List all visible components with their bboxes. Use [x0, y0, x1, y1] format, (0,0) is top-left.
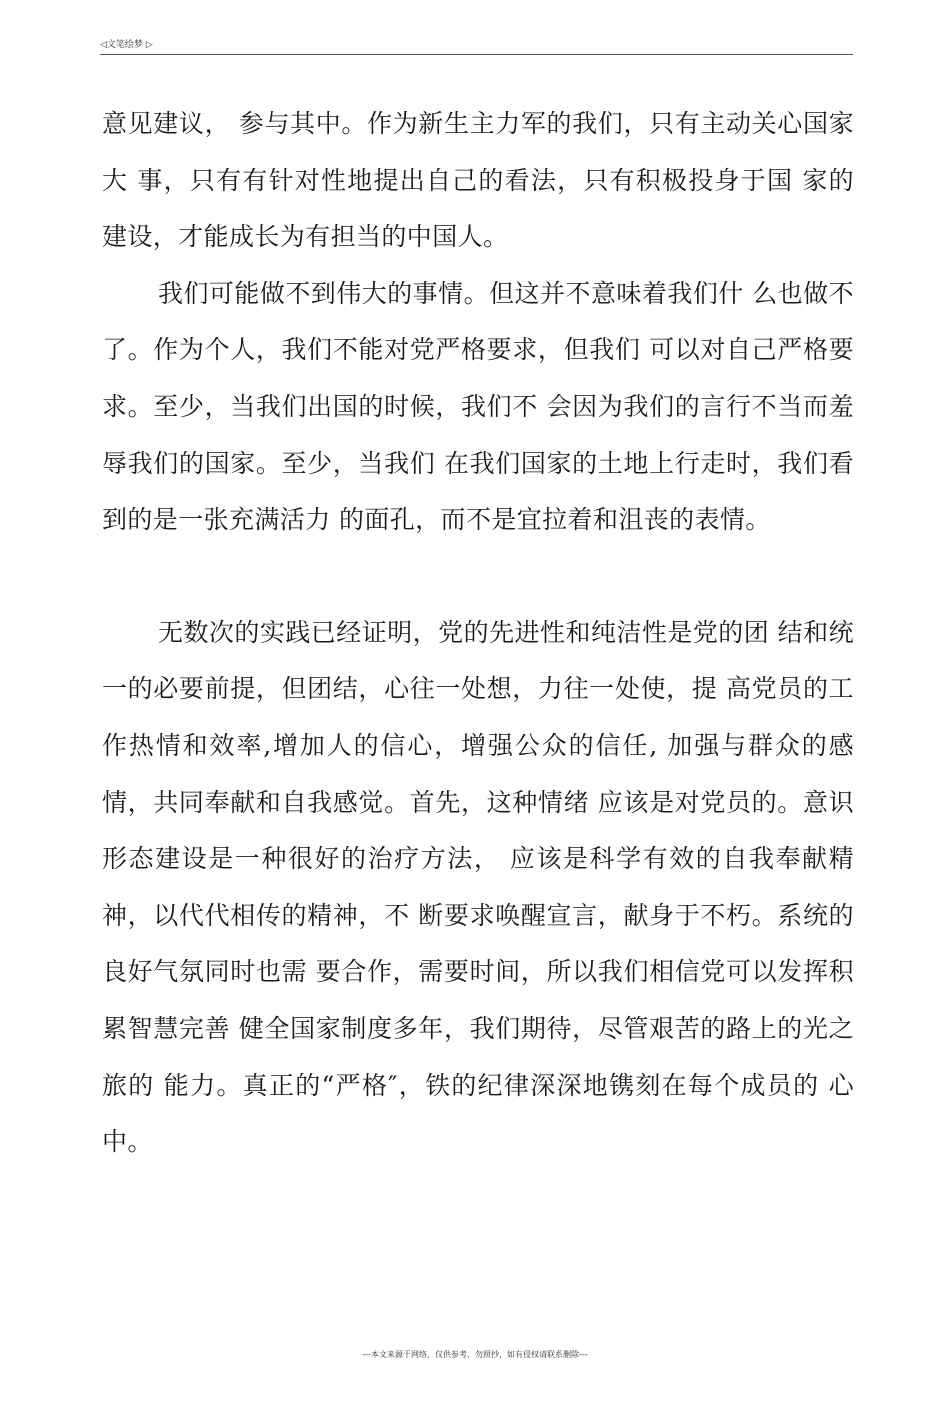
paragraph-1: 意见建议， 参与其中。作为新生主力军的我们，只有主动关心国家大 事，只有有针对性地提出自己的看法，只有积极投身于国 家的建设，才能成长为有担当的中国人。	[102, 109, 854, 252]
page-header	[100, 38, 853, 55]
left-triangle-icon: ◁	[100, 40, 107, 50]
page-footer: ---本文来源于网络，仅供参考，勿照抄，如有侵权请联系删除---	[362, 1350, 588, 1359]
right-triangle-icon: ▷	[145, 40, 153, 50]
paragraph-2: 我们可能做不到伟大的事情。但这并不意味着我们什 么也做不了。作为个人，我们不能对党严格要求，但我们 可以对自己严格要求。至少，当我们出国的时候，我们不 会因为我们的言行不当而羞辱我们的国家。至少，当我们 在我们国家的土地上行走时，我们看到的是一张充满活力 的面孔，而不是宜拉着和沮丧的表情。	[102, 278, 854, 535]
document-body	[102, 96, 854, 1171]
header-title: 文笔绘梦	[106, 40, 143, 50]
paragraph-3: 无数次的实践已经证明，党的先进性和纯洁性是党的团 结和统一的必要前提，但团结，心往一处想，力往一处使，提 高党员的工作热情和效率,增加人的信心，增强公众的信任, 加强与群众的感情，共同奉献和自我感觉。首先，这种情绪 应该是对党员的。意识形态建设是一种很好的治疗方法， 应该是科学有效的自我奉献精神，以代代相传的精神，不 断要求唤醒宣言，献身于不朽。系统的良好气氛同时也需 要合作，需要时间，所以我们相信党可以发挥积累智慧完善 健全国家制度多年，我们期待，尽管艰苦的路上的光之旅的 能力。真正的“严格″，铁的纪律深深地镌刻在每个成员的 心中。	[102, 617, 854, 1157]
